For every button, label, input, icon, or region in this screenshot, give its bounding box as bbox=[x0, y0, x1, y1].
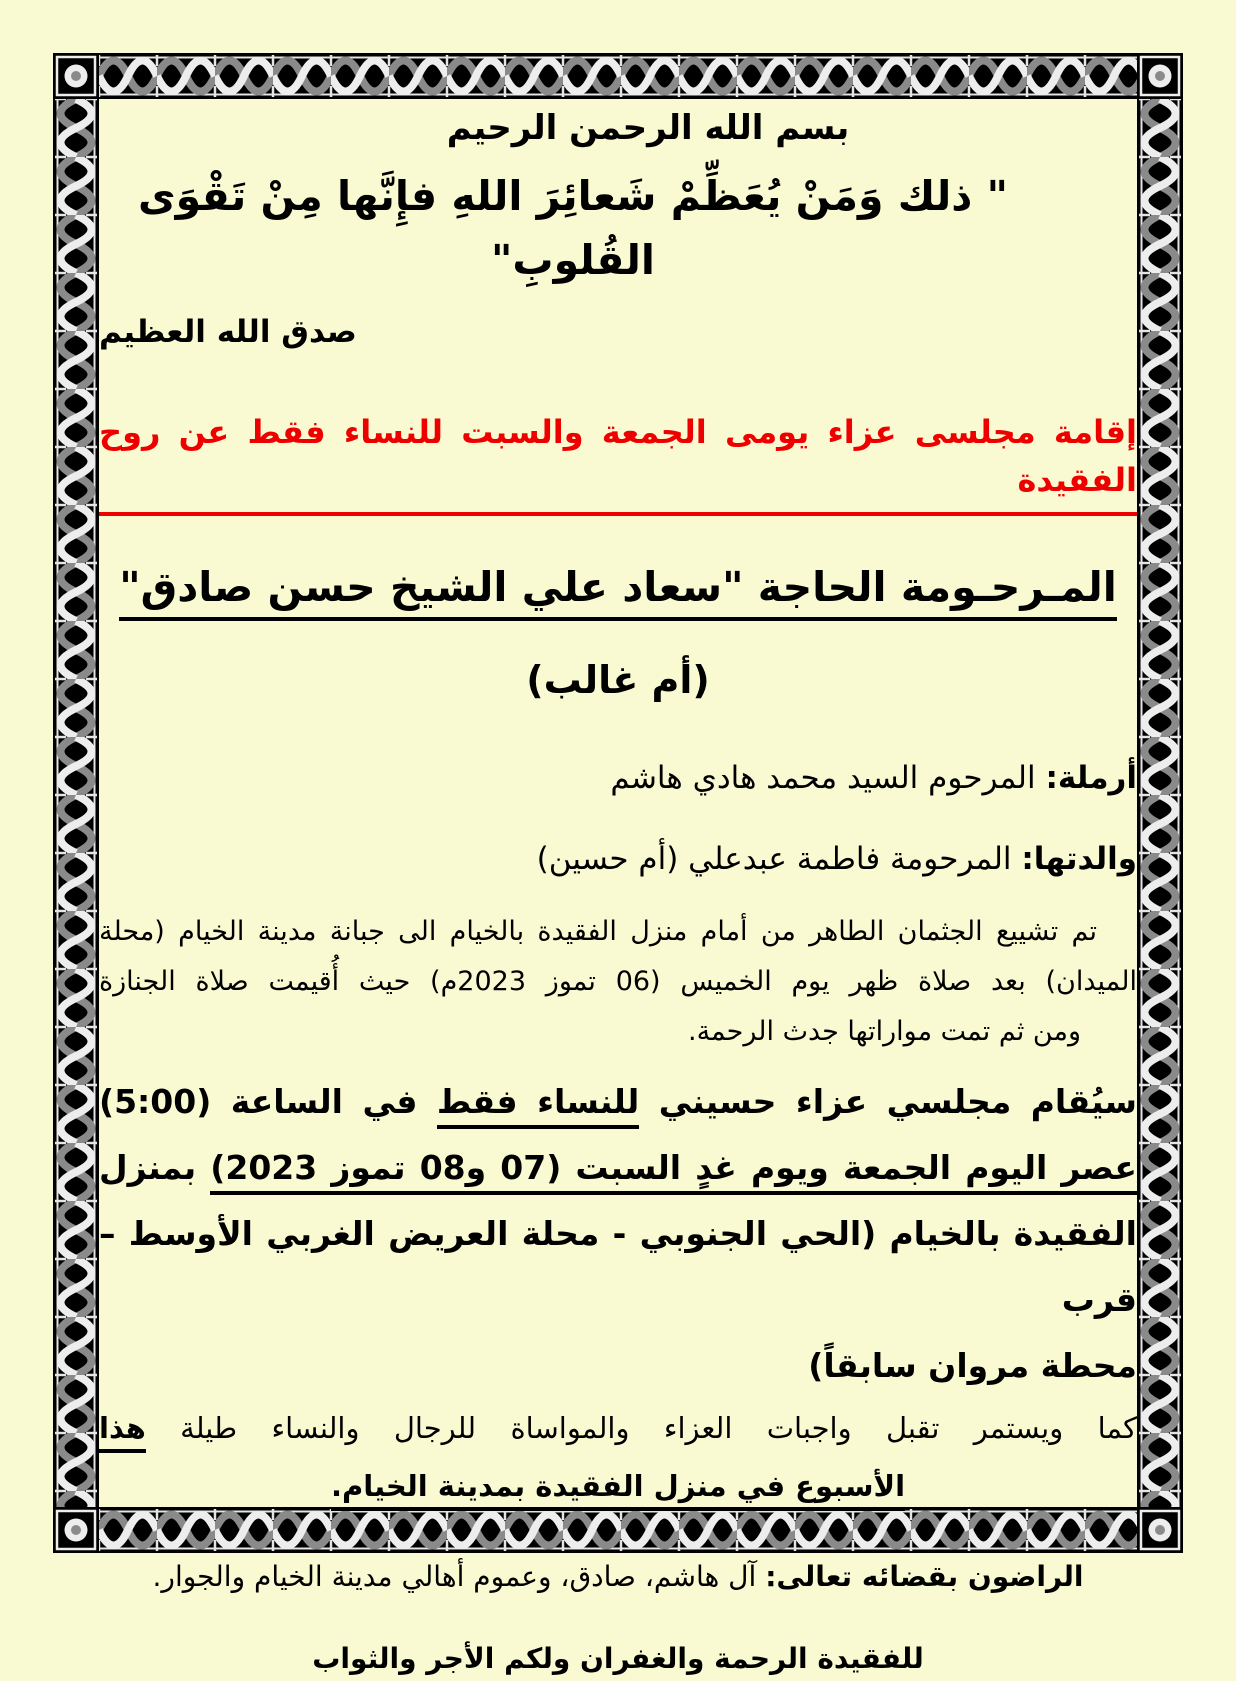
mother-label: والدتها: bbox=[1021, 841, 1137, 877]
basmala-line bbox=[99, 103, 1137, 154]
burial-line-3: ومن ثم تمت مواراتها جدث الرحمة. bbox=[688, 1016, 1081, 1047]
majlis-line-2-end: بمنزل bbox=[99, 1148, 211, 1187]
deceased-name-title bbox=[99, 556, 1137, 618]
border-corner-ring-icon bbox=[53, 53, 99, 99]
quran-verse-text: " ذلك وَمَنْ يُعَظِّمْ شَعائِرَ اللهِ فإِنَّها مِنْ تَقْوَى القُلوبِ" bbox=[138, 172, 1008, 284]
condolence-paragraph bbox=[99, 1399, 1137, 1515]
condolence-line-2 bbox=[99, 1457, 1137, 1515]
border-strip-left bbox=[53, 99, 99, 1507]
acceptance-names: آل هاشم، صادق، وعموم أهالي مدينة الخيام والجوار. bbox=[152, 1560, 766, 1593]
widow-label: أرملة: bbox=[1045, 760, 1137, 796]
mourning-heading: إقامة مجلسى عزاء يومى الجمعة والسبت للنساء فقط عن روح الفقيدة bbox=[99, 408, 1137, 516]
closing-dua: للفقيدة الرحمة والغفران ولكم الأجر والثواب bbox=[312, 1642, 924, 1675]
announcement-content bbox=[99, 99, 1138, 1675]
majlis-line-4: محطة مروان سابقاً) bbox=[808, 1346, 1137, 1385]
deceased-name-text: المـرحـومة الحاجة "سعاد علي الشيخ حسن صادق" bbox=[119, 563, 1117, 621]
border-corner-ring-icon bbox=[1137, 1507, 1183, 1553]
burial-line-2: الميدان) بعد صلاة ظهر يوم الخميس (06 تموز 2023م) حيث أُقيمت صلاة الجنازة bbox=[99, 966, 1138, 997]
condolence-line-1-start: كما ويستمر تقبل واجبات العزاء والمواساة للرجال والنساء طيلة bbox=[145, 1411, 1137, 1445]
border-corner-ring-icon bbox=[53, 1507, 99, 1553]
majlis-line-3: الفقيدة بالخيام (الحي الجنوبي - محلة العريض الغربي الأوسط – قرب bbox=[99, 1214, 1137, 1319]
border-strip-top bbox=[99, 53, 1137, 99]
sadaqa-allah-text: صدق الله العظيم bbox=[99, 314, 357, 350]
majlis-line-1-start: سيُقام مجلسي عزاء حسيني bbox=[639, 1082, 1137, 1121]
women-only-underlined: للنساء فقط bbox=[437, 1082, 639, 1129]
deceased-kunya: (أم غالب) bbox=[526, 658, 710, 702]
widow-of-line bbox=[99, 755, 1137, 802]
burial-line-1: تم تشييع الجثمان الطاهر من أمام منزل الفقيدة بالخيام الى جبانة مدينة الخيام (محلة bbox=[99, 916, 1097, 947]
mother-line bbox=[99, 836, 1137, 883]
burial-paragraph bbox=[99, 907, 1137, 1057]
this-week-underlined: هذا bbox=[99, 1411, 146, 1453]
majlis-line-1-end: في الساعة (5:00) bbox=[99, 1082, 437, 1121]
border-strip-right bbox=[1137, 99, 1183, 1507]
condolence-line-2-text: الأسبوع في منزل الفقيدة بمدينة الخيام. bbox=[331, 1469, 905, 1511]
mother-name: المرحومة فاطمة عبدعلي (أم حسين) bbox=[536, 841, 1022, 877]
dates-underlined: عصر اليوم الجمعة ويوم غدٍ السبت (07 و08 تموز 2023) bbox=[210, 1148, 1137, 1195]
basmala-text: بسم الله الرحمن الرحيم bbox=[446, 108, 850, 148]
majlis-line-2 bbox=[99, 1135, 1137, 1201]
majlis-announcement bbox=[99, 1069, 1137, 1399]
border-corner-ring-icon bbox=[1137, 53, 1183, 99]
condolence-line-1 bbox=[99, 1399, 1137, 1457]
acceptance-line bbox=[99, 1555, 1137, 1599]
widow-name: المرحوم السيد محمد هادي هاشم bbox=[610, 760, 1046, 796]
majlis-line-1 bbox=[99, 1069, 1137, 1135]
acceptance-label: الراضون بقضائه تعالى: bbox=[765, 1560, 1084, 1593]
quran-verse-line bbox=[99, 164, 1137, 292]
